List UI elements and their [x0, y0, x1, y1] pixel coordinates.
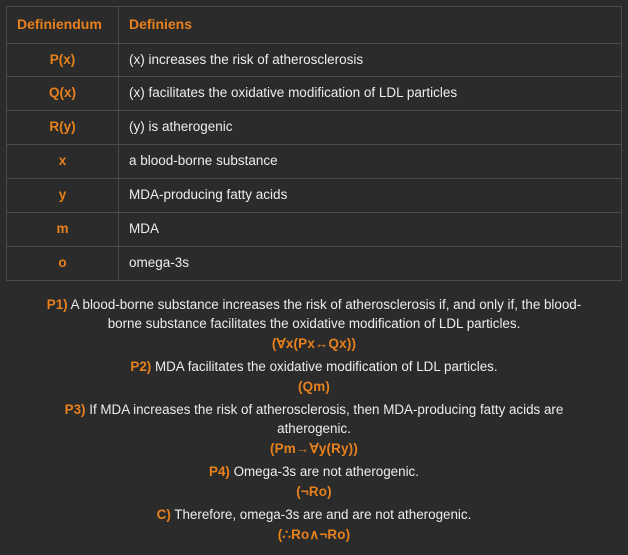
- cell-definition: (x) increases the risk of atherosclerosis: [119, 43, 622, 77]
- argument-step: [30, 295, 598, 333]
- step-formula: (∴Ro∧¬Ro): [277, 526, 351, 542]
- step-label: P3): [64, 401, 86, 417]
- step-label: P2): [130, 358, 152, 374]
- step-label: P4): [209, 463, 230, 479]
- cell-definition: (x) facilitates the oxidative modification of LDL particles: [119, 77, 622, 111]
- argument-conclusion: [30, 505, 598, 524]
- step-text: Omega-3s are not atherogenic.: [233, 463, 419, 479]
- cell-symbol: Q(x): [7, 77, 119, 111]
- cell-symbol: P(x): [7, 43, 119, 77]
- step-label: P1): [46, 296, 68, 312]
- step-text: If MDA increases the risk of atherosclerosis, then MDA-producing fatty acids are atherogenic.: [89, 401, 564, 436]
- cell-definition: omega-3s: [119, 246, 622, 280]
- table-row: [7, 43, 622, 77]
- table-row: [7, 212, 622, 246]
- table-row: [7, 145, 622, 179]
- cell-definition: MDA-producing fatty acids: [119, 179, 622, 213]
- step-formula: (Qm): [297, 378, 331, 394]
- step-text: Therefore, omega-3s are and are not atherogenic.: [174, 506, 472, 522]
- cell-definition: (y) is atherogenic: [119, 111, 622, 145]
- column-header-definiens: Definiens: [119, 7, 622, 44]
- cell-symbol: y: [7, 179, 119, 213]
- step-formula: (Pm→∀y(Ry)): [270, 440, 358, 456]
- argument-step: [30, 357, 598, 376]
- cell-symbol: o: [7, 246, 119, 280]
- table-row: [7, 111, 622, 145]
- table-row: [7, 77, 622, 111]
- step-text: A blood-borne substance increases the risk of atherosclerosis if, and only if, the blood-borne substance facilitates the oxidative modification of LDL particles.: [70, 296, 582, 331]
- table-row: [7, 179, 622, 213]
- cell-definition: a blood-borne substance: [119, 145, 622, 179]
- step-label: C): [156, 506, 171, 522]
- table-header-row: [7, 7, 622, 44]
- step-formula: (∀x(Px↔Qx)): [271, 335, 357, 351]
- cell-symbol: m: [7, 212, 119, 246]
- legend-table: [6, 6, 622, 281]
- step-text: MDA facilitates the oxidative modification of LDL particles.: [154, 358, 498, 374]
- cell-definition: MDA: [119, 212, 622, 246]
- table-row: [7, 246, 622, 280]
- argument-block: [6, 295, 622, 548]
- argument-step: [30, 400, 598, 438]
- argument-step: [30, 462, 598, 481]
- column-header-definiendum: Definiendum: [7, 7, 119, 44]
- step-formula: (¬Ro): [296, 483, 332, 499]
- cell-symbol: R(y): [7, 111, 119, 145]
- cell-symbol: x: [7, 145, 119, 179]
